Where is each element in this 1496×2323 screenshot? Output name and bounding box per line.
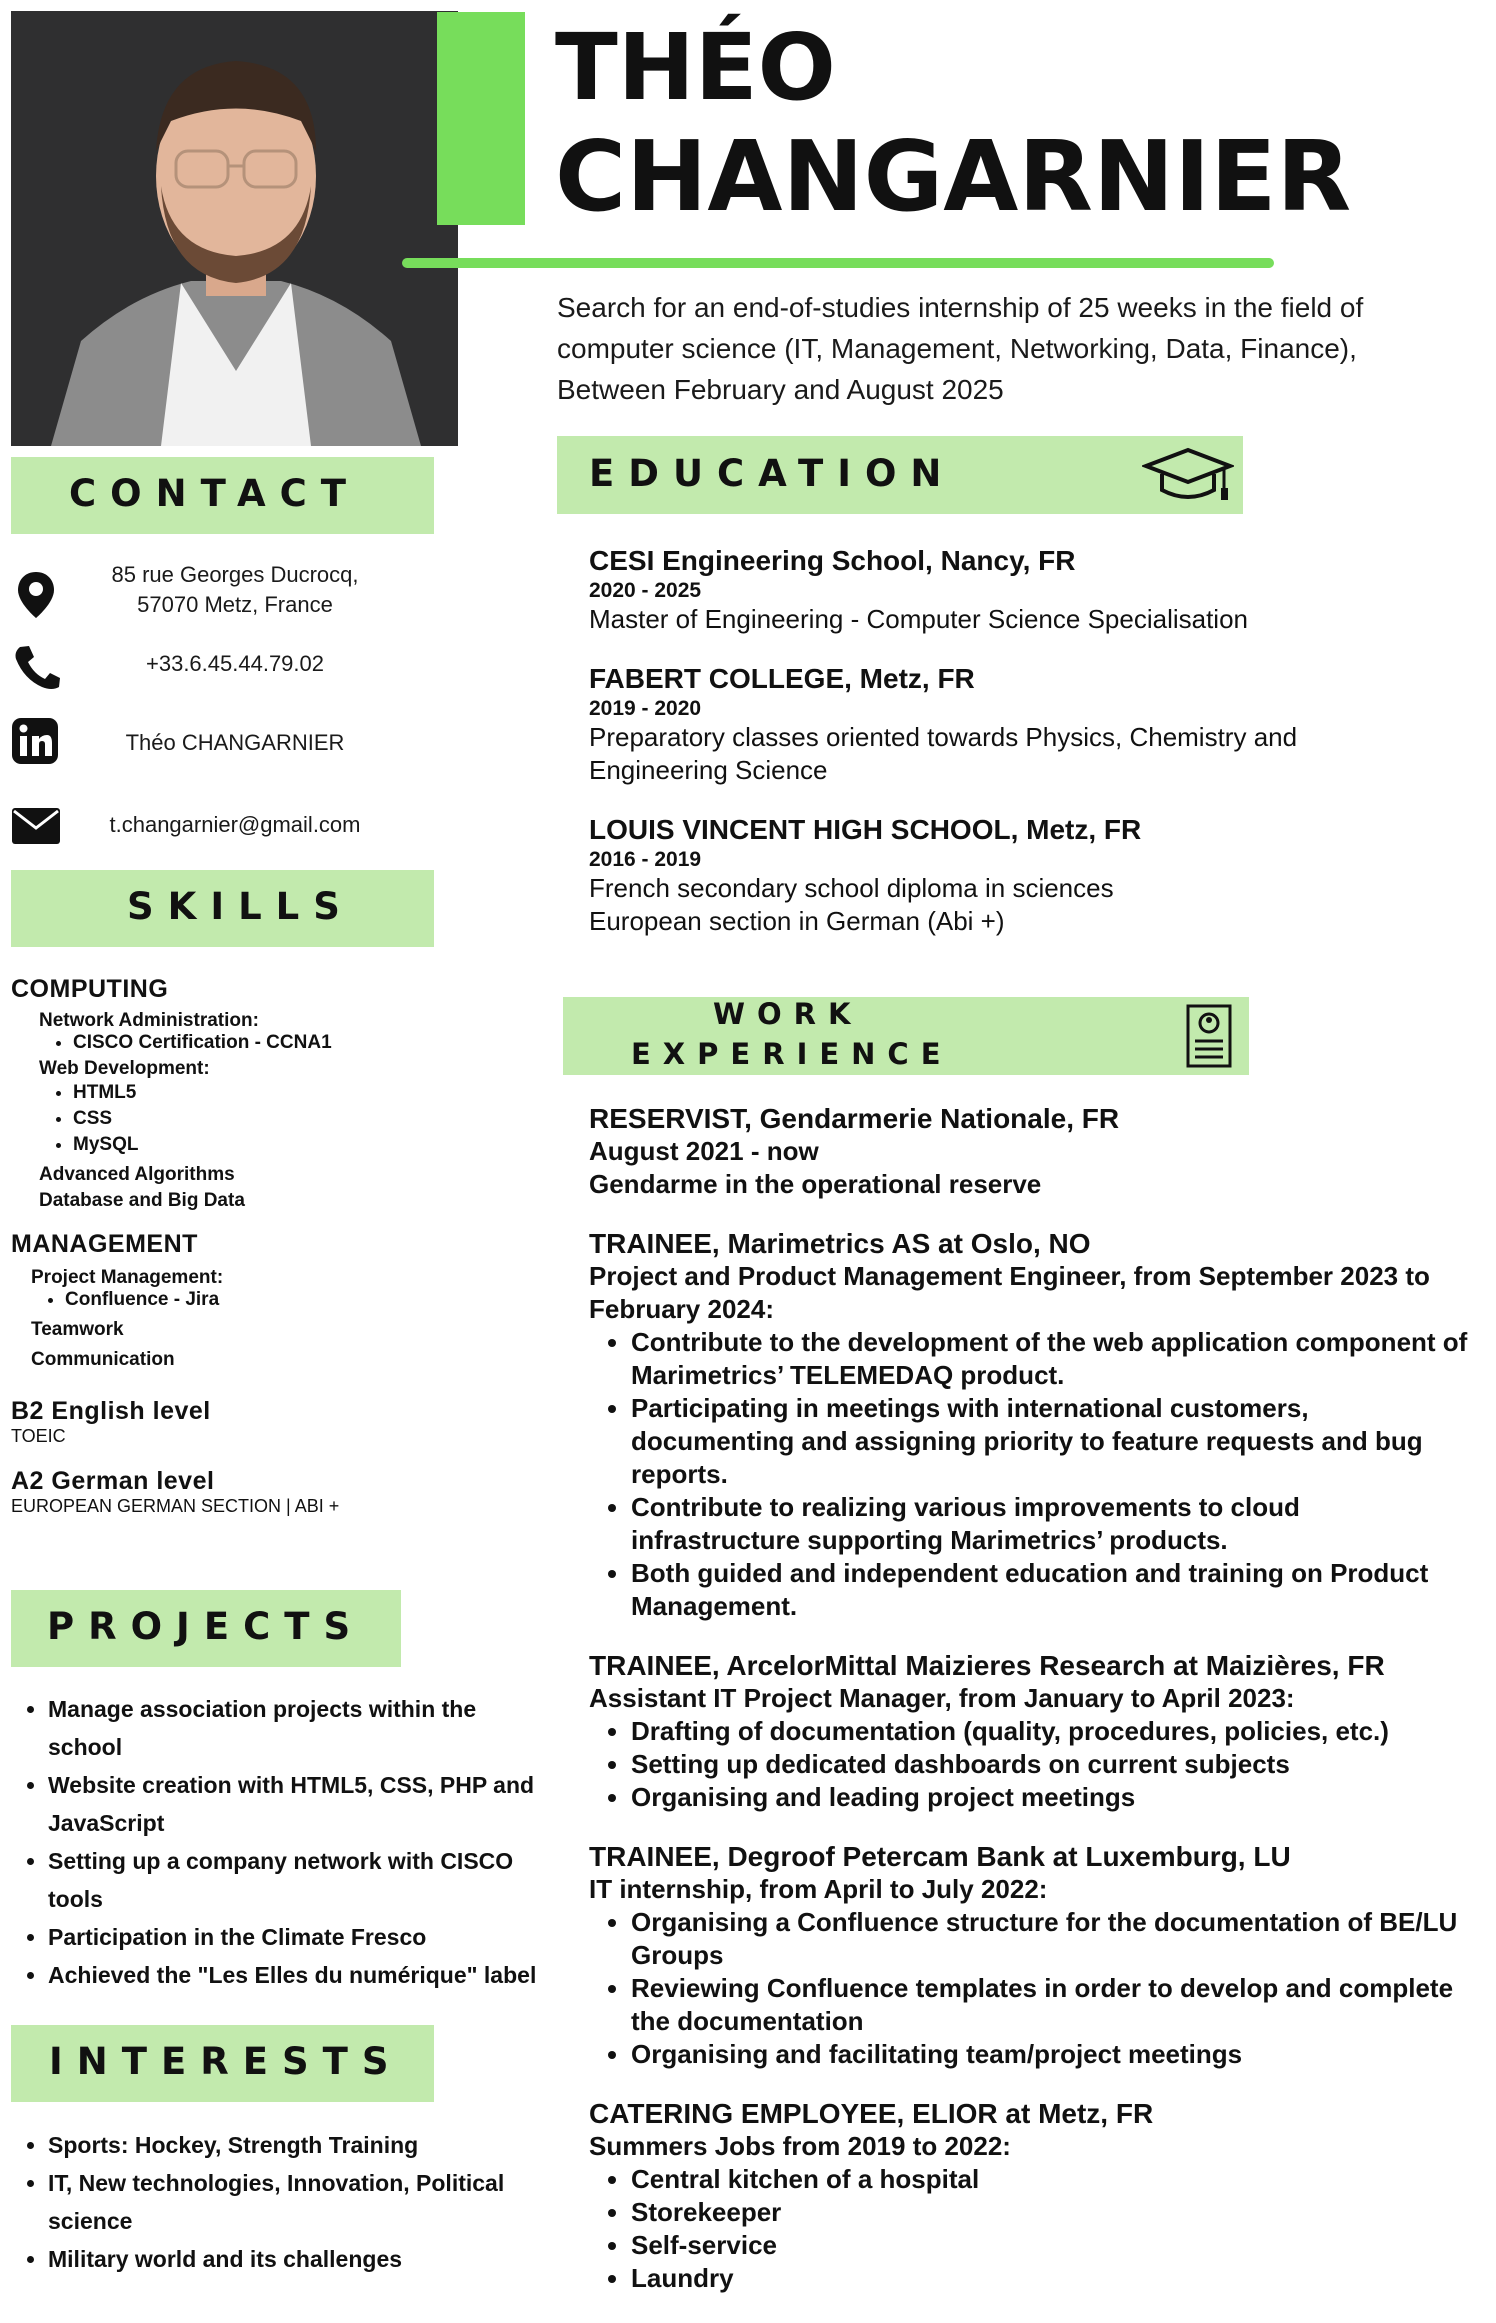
- list-item: • CSS: [73, 1106, 431, 1132]
- location-pin-icon: [16, 570, 56, 625]
- school-detail: European section in German (Abi +): [589, 906, 1005, 936]
- job-title: TRAINEE, Marimetrics AS at Oslo, NO: [589, 1228, 1091, 1259]
- english-level: B2 English level: [11, 1397, 211, 1425]
- job-bullets: [589, 1715, 1469, 1814]
- list-item: • Setting up a company network with CISCO tools: [48, 1842, 548, 1918]
- list-item: • Manage association projects within the school: [48, 1690, 548, 1766]
- job-line: Summers Jobs from 2019 to 2022:: [589, 2131, 1011, 2161]
- job-entry: [589, 1227, 1469, 1623]
- school-name: FABERT COLLEGE, Metz, FR: [589, 663, 975, 694]
- school-detail: Preparatory classes oriented towards Physics, Chemistry and: [589, 722, 1298, 752]
- list-item: • Military world and its challenges: [48, 2240, 538, 2278]
- skills-content: [11, 975, 431, 1517]
- linkedin-icon: [10, 716, 60, 771]
- contact-header: [11, 457, 434, 534]
- address-line: 57070 Metz, France: [137, 592, 333, 617]
- network-admin: Network Administration:: [39, 1010, 259, 1031]
- education-list: [589, 545, 1469, 938]
- web-list: [11, 1080, 431, 1158]
- skills-header: [11, 870, 434, 947]
- objective-line: Between February and August 2025: [557, 374, 1004, 405]
- work-title-line2: EXPERIENCE: [631, 1037, 953, 1071]
- list-item: • MySQL: [73, 1132, 431, 1158]
- job-entry: [589, 1649, 1469, 1814]
- school-detail: Master of Engineering - Computer Science Specialisation: [589, 604, 1249, 634]
- work-title-line1: WORK: [713, 997, 863, 1031]
- work-list: [589, 1102, 1469, 2295]
- job-bullets: [589, 2163, 1469, 2295]
- projects-header: [11, 1590, 401, 1667]
- email[interactable]: t.changarnier@gmail.com: [109, 812, 361, 837]
- job-bullets: [589, 1326, 1469, 1623]
- list-item: • Laundry: [631, 2262, 1469, 2295]
- school-years: 2019 - 2020: [589, 697, 702, 720]
- job-entry: [589, 1840, 1469, 2071]
- project-management: Project Management:: [31, 1267, 224, 1288]
- list-item: • Organising a Confluence structure for the documentation of BE/LU Groups: [631, 1906, 1469, 1972]
- english-note: TOEIC: [11, 1426, 66, 1446]
- algorithms: Advanced Algorithms: [39, 1164, 235, 1185]
- list-item: • Participating in meetings with international customers, documenting and assigning priority to feature requests and bug reports.: [631, 1392, 1469, 1491]
- education-entry: [589, 545, 1469, 636]
- first-name: THÉO: [555, 14, 836, 121]
- list-item: • Reviewing Confluence templates in order to develop and complete the documentation: [631, 1972, 1469, 2038]
- job-entry: [589, 2097, 1469, 2295]
- email-icon: [10, 806, 62, 851]
- interests-header: [11, 2025, 434, 2102]
- contact-title: CONTACT: [69, 472, 360, 515]
- interests-title: INTERESTS: [49, 2040, 403, 2083]
- network-list: [11, 1032, 431, 1054]
- computing-heading: COMPUTING: [11, 975, 169, 1003]
- graduation-cap-icon: [1142, 444, 1234, 511]
- job-line: Assistant IT Project Manager, from January to April 2023:: [589, 1683, 1295, 1713]
- list-item: • Confluence - Jira: [65, 1289, 431, 1311]
- education-title: EDUCATION: [589, 452, 956, 495]
- list-item: • Sports: Hockey, Strength Training: [48, 2126, 538, 2164]
- education-header: [557, 436, 1243, 514]
- name-underline: [402, 258, 1274, 268]
- school-detail: French secondary school diploma in sciences: [589, 873, 1114, 903]
- job-line: February 2024:: [589, 1294, 774, 1324]
- list-item: • CISCO Certification - CCNA1: [73, 1032, 431, 1054]
- list-item: • Self-service: [631, 2229, 1469, 2262]
- german-level: A2 German level: [11, 1467, 215, 1495]
- list-item: • IT, New technologies, Innovation, Political science: [48, 2164, 538, 2240]
- interests-list: [6, 2126, 538, 2278]
- job-line: Project and Product Management Engineer, from September 2023 to: [589, 1261, 1430, 1291]
- education-entry: [589, 663, 1469, 787]
- resume-icon: [1185, 1003, 1233, 1074]
- list-item: • Contribute to realizing various improvements to cloud infrastructure supporting Marimetrics’ products.: [631, 1491, 1469, 1557]
- job-line: August 2021 - now: [589, 1136, 819, 1166]
- objective-line: computer science (IT, Management, Networking, Data, Finance),: [557, 333, 1357, 364]
- linkedin-name[interactable]: Théo CHANGARNIER: [125, 730, 345, 755]
- job-title: CATERING EMPLOYEE, ELIOR at Metz, FR: [589, 2098, 1154, 2129]
- list-item: • Participation in the Climate Fresco: [48, 1918, 548, 1956]
- list-item: • Drafting of documentation (quality, procedures, policies, etc.): [631, 1715, 1469, 1748]
- web-dev: Web Development:: [39, 1058, 210, 1079]
- list-item: • Achieved the "Les Elles du numérique" label: [48, 1956, 548, 1994]
- education-entry: [589, 814, 1469, 938]
- communication: Communication: [31, 1349, 175, 1370]
- school-name: CESI Engineering School, Nancy, FR: [589, 545, 1076, 576]
- job-title: RESERVIST, Gendarmerie Nationale, FR: [589, 1103, 1120, 1134]
- skills-title: SKILLS: [127, 885, 354, 928]
- school-detail: Engineering Science: [589, 755, 828, 785]
- list-item: • Contribute to the development of the web application component of Marimetrics’ TELEMEDAQ product.: [631, 1326, 1469, 1392]
- school-years: 2016 - 2019: [589, 848, 702, 871]
- list-item: • Both guided and independent education and training on Product Management.: [631, 1557, 1469, 1623]
- job-line: Gendarme in the operational reserve: [589, 1169, 1042, 1199]
- list-item: • Central kitchen of a hospital: [631, 2163, 1469, 2196]
- teamwork: Teamwork: [31, 1319, 124, 1340]
- list-item: • Organising and leading project meetings: [631, 1781, 1469, 1814]
- list-item: • HTML5: [73, 1080, 431, 1106]
- address-line: 85 rue Georges Ducrocq,: [111, 562, 359, 587]
- pm-list: [11, 1289, 431, 1311]
- job-line: IT internship, from April to July 2022:: [589, 1874, 1048, 1904]
- projects-list: [6, 1690, 548, 1994]
- management-heading: MANAGEMENT: [11, 1230, 198, 1258]
- phone: +33.6.45.44.79.02: [146, 651, 324, 676]
- projects-title: PROJECTS: [47, 1605, 365, 1648]
- job-title: TRAINEE, Degroof Petercam Bank at Luxemburg, LU: [589, 1841, 1291, 1872]
- german-note: EUROPEAN GERMAN SECTION | ABI +: [11, 1496, 340, 1516]
- work-header: [563, 997, 1249, 1075]
- database: Database and Big Data: [39, 1190, 245, 1211]
- accent-block: [437, 12, 525, 225]
- list-item: • Storekeeper: [631, 2196, 1469, 2229]
- job-title: TRAINEE, ArcelorMittal Maizieres Research at Maizières, FR: [589, 1650, 1385, 1681]
- list-item: • Website creation with HTML5, CSS, PHP and JavaScript: [48, 1766, 548, 1842]
- profile-photo: [11, 11, 458, 446]
- job-entry: [589, 1102, 1469, 1201]
- objective-line: Search for an end-of-studies internship of 25 weeks in the field of: [557, 292, 1364, 323]
- school-years: 2020 - 2025: [589, 579, 702, 602]
- address: [70, 560, 400, 620]
- school-name: LOUIS VINCENT HIGH SCHOOL, Metz, FR: [589, 814, 1142, 845]
- last-name: CHANGARNIER: [555, 120, 1352, 233]
- list-item: • Setting up dedicated dashboards on current subjects: [631, 1748, 1469, 1781]
- objective: [557, 287, 1487, 410]
- phone-icon: [12, 643, 62, 696]
- job-bullets: [589, 1906, 1469, 2071]
- list-item: • Organising and facilitating team/project meetings: [631, 2038, 1469, 2071]
